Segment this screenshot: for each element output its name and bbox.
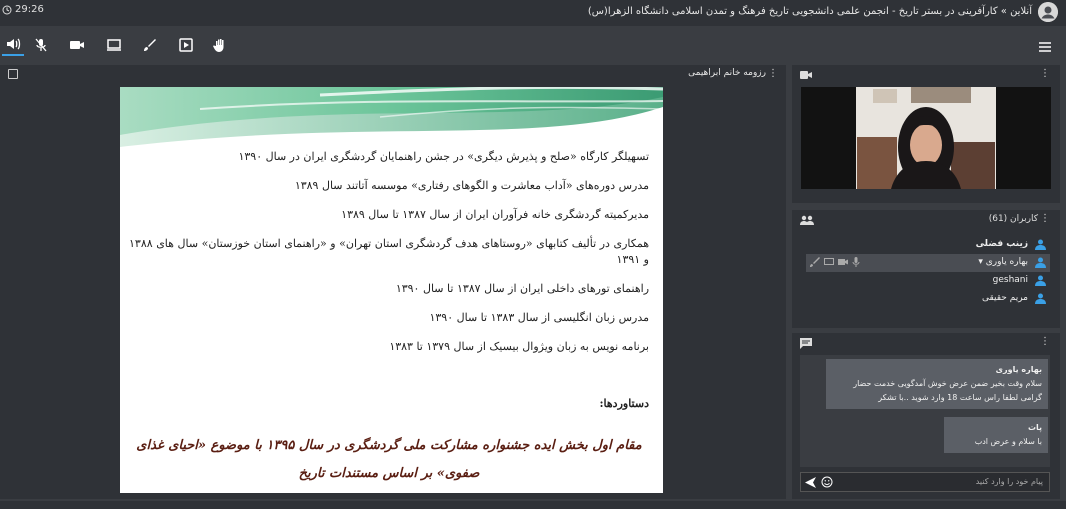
mic-muted-icon[interactable]	[30, 34, 52, 56]
users-panel-header	[792, 210, 1060, 230]
speaker-icon[interactable]	[2, 34, 24, 56]
award-text: مقام اول بخش ایده جشنواره مشارکت ملی گردشگری در سال ۱۳۹۵ با موضوع «احیای غذای صفوی» بر اساس مستندات تاریخ	[136, 438, 642, 481]
clock-icon	[2, 5, 12, 15]
resume-line: همکاری در تألیف کتابهای «روستاهای هدف گردشگری استان تهران» و «راهنمای استان خوزستان» سال های ۱۳۸۸ و ۱۳۹۱	[129, 237, 649, 266]
hamburger-menu-icon[interactable]	[1034, 36, 1056, 58]
chat-panel-header	[792, 333, 1060, 353]
screen-share-icon[interactable]	[103, 34, 125, 56]
chat-message	[944, 417, 1048, 453]
emoji-icon[interactable]	[821, 476, 833, 488]
resume-line: مدرس زبان انگلیسی از سال ۱۳۸۳ تا سال ۱۳۹۰	[429, 311, 649, 324]
user-name: geshani	[992, 275, 1028, 285]
meeting-title: آنلاین » کارآفرینی در بستر تاریخ - انجمن علمی دانشجویی تاریخ فرهنگ و تمدن اسلامی دانشگاه الزهرا(س)	[587, 6, 1032, 17]
resume-line: مدیرکمیته گردشگری خانه فرآوران ایران از سال ۱۳۸۷ تا سال ۱۳۸۹	[341, 208, 649, 221]
video-menu-icon[interactable]: ⋮	[1040, 68, 1050, 79]
chat-menu-icon[interactable]: ⋮	[1040, 336, 1050, 347]
presentation-menu-icon[interactable]: ⋮	[768, 68, 778, 79]
title-bar	[0, 0, 1066, 26]
user-icon	[1035, 239, 1046, 250]
webcam-video	[801, 87, 1051, 189]
presentation-panel	[0, 65, 786, 499]
send-icon[interactable]	[805, 477, 816, 488]
camera-icon[interactable]	[838, 257, 848, 267]
chat-input[interactable]	[800, 472, 1050, 492]
user-name: زینب فضلی	[975, 239, 1028, 249]
slide-banner-decoration	[120, 87, 663, 147]
video-panel-header	[792, 65, 1060, 85]
users-count-title: کاربران (61)	[988, 214, 1038, 224]
mic-icon[interactable]	[852, 257, 860, 267]
resume-line: راهنمای تورهای داخلی ایران از سال ۱۳۸۷ تا سال ۱۳۹۰	[395, 282, 649, 295]
message-sender: بهاره یاوری	[995, 365, 1042, 374]
brush-icon[interactable]	[139, 34, 161, 56]
message-text: سلام وقت بخیر ضمن عرض خوش آمدگویی خدمت حضار گرامی لطفا راس ساعت 18 وارد شوید ..با تشکر	[853, 379, 1042, 402]
account-icon[interactable]	[1038, 2, 1058, 22]
resume-line: مدرس دوره‌های «آداب معاشرت و الگوهای رفتاری» موسسه آتاتند سال ۱۳۸۹	[294, 179, 649, 192]
users-panel	[792, 210, 1060, 328]
user-row[interactable]	[806, 272, 1050, 290]
message-text: با سلام و عرض ادب	[974, 437, 1042, 446]
resume-lines	[129, 149, 649, 368]
resume-line: برنامه نویس به زبان ویژوال بیسیک از سال ۱۳۷۹ تا ۱۳۸۳	[389, 340, 649, 353]
users-menu-icon[interactable]: ⋮	[1040, 213, 1050, 224]
chat-message	[826, 359, 1048, 409]
slide	[120, 87, 663, 493]
minimize-presentation-icon[interactable]	[8, 69, 18, 79]
timer-text: 29:26	[15, 4, 44, 15]
screen-icon[interactable]	[824, 257, 834, 267]
chat-panel	[792, 333, 1060, 499]
user-controls	[810, 257, 860, 267]
presentation-title: رزومه خانم ابراهیمی	[688, 68, 766, 78]
user-name: مریم حقیقی	[981, 293, 1028, 303]
chat-icon	[800, 338, 812, 349]
session-timer	[2, 4, 44, 15]
resume-line: تسهیلگر کارگاه «صلح و پذیرش دیگری» در جشن راهنمایان گردشگری ایران در سال ۱۳۹۰	[238, 150, 649, 163]
achievements-heading: دستاوردها:	[599, 397, 649, 410]
users-icon	[800, 215, 814, 225]
toolbar	[0, 28, 1066, 62]
user-name: بهاره یاوری ▾	[978, 257, 1028, 267]
user-row[interactable]	[806, 236, 1050, 254]
camera-icon[interactable]	[66, 34, 88, 56]
chat-placeholder: پیام خود را وارد کنید	[975, 477, 1043, 486]
chat-messages	[800, 355, 1050, 467]
message-sender: پات	[1027, 423, 1042, 432]
bottom-bar	[0, 501, 1066, 509]
play-icon[interactable]	[175, 34, 197, 56]
user-row[interactable]	[806, 254, 1050, 272]
video-camera-icon	[800, 70, 812, 80]
user-row[interactable]	[806, 290, 1050, 308]
raise-hand-icon[interactable]	[209, 34, 231, 56]
video-panel	[792, 65, 1060, 203]
user-icon	[1035, 257, 1046, 268]
user-icon	[1035, 275, 1046, 286]
brush-icon[interactable]	[810, 257, 820, 267]
user-icon	[1035, 293, 1046, 304]
